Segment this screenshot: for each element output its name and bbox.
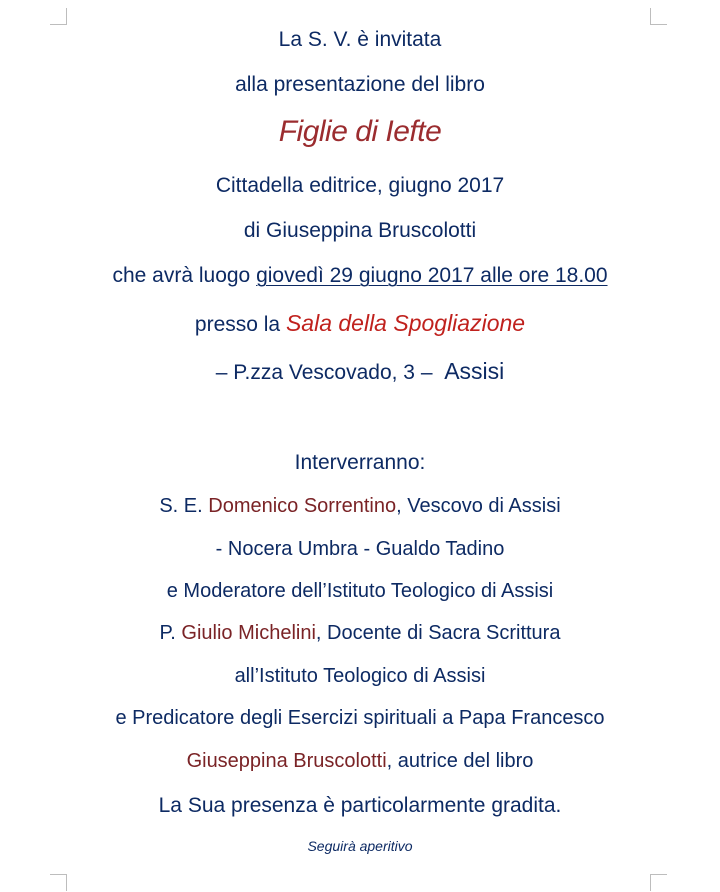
speakers-heading: Interverranno:: [294, 451, 426, 474]
speaker-1-name: Domenico Sorrentino: [208, 495, 397, 517]
date-line: [0, 264, 720, 288]
event-date: giovedì 29 giugno 2017 alle ore 18.00: [256, 264, 608, 287]
author-line: di Giuseppina Bruscolotti: [243, 219, 477, 242]
page-corner-top-right: [650, 8, 667, 25]
book-title: Figlie di Iefte: [278, 115, 442, 148]
venue-name: Sala della Spogliazione: [285, 310, 526, 336]
speaker-2-line-3: e Predicatore degli Esercizi spirituali a Papa Francesco: [115, 707, 605, 729]
speaker-1-prefix: S. E.: [159, 495, 209, 517]
invitation-line: La S. V. è invitata: [278, 28, 442, 51]
aperitivo-note: Seguirà aperitivo: [307, 838, 413, 854]
speaker-3-line: [0, 750, 720, 773]
speaker-3-name: Giuseppina Bruscolotti: [186, 750, 387, 772]
page-corner-bottom-left: [50, 874, 67, 891]
presence-line: La Sua presenza è particolarmente gradita.: [158, 794, 562, 817]
venue-prefix: presso la: [194, 313, 286, 336]
venue-line: [0, 310, 720, 337]
publisher-line: Cittadella editrice, giugno 2017: [215, 174, 505, 197]
speaker-2-prefix: P.: [159, 622, 182, 644]
speaker-2-role: , Docente di Sacra Scrittura: [315, 622, 561, 644]
speaker-2-line-2: all’Istituto Teologico di Assisi: [234, 665, 486, 687]
date-prefix: che avrà luogo: [112, 264, 257, 287]
address-line: [0, 358, 720, 385]
city: Assisi: [444, 358, 505, 384]
address: – P.zza Vescovado, 3 –: [215, 361, 433, 384]
speaker-1-line-2: - Nocera Umbra - Gualdo Tadino: [215, 538, 505, 560]
speaker-1-role: , Vescovo di Assisi: [396, 495, 561, 517]
speaker-2-name: Giulio Michelini: [181, 622, 316, 644]
page-corner-top-left: [50, 8, 67, 25]
speaker-2-line: [0, 622, 720, 645]
speaker-3-role: , autrice del libro: [386, 750, 534, 772]
page-corner-bottom-right: [650, 874, 667, 891]
speaker-1-line-3: e Moderatore dell’Istituto Teologico di Assisi: [166, 580, 554, 602]
presentation-line: alla presentazione del libro: [235, 73, 485, 96]
speaker-1-line: [0, 495, 720, 518]
